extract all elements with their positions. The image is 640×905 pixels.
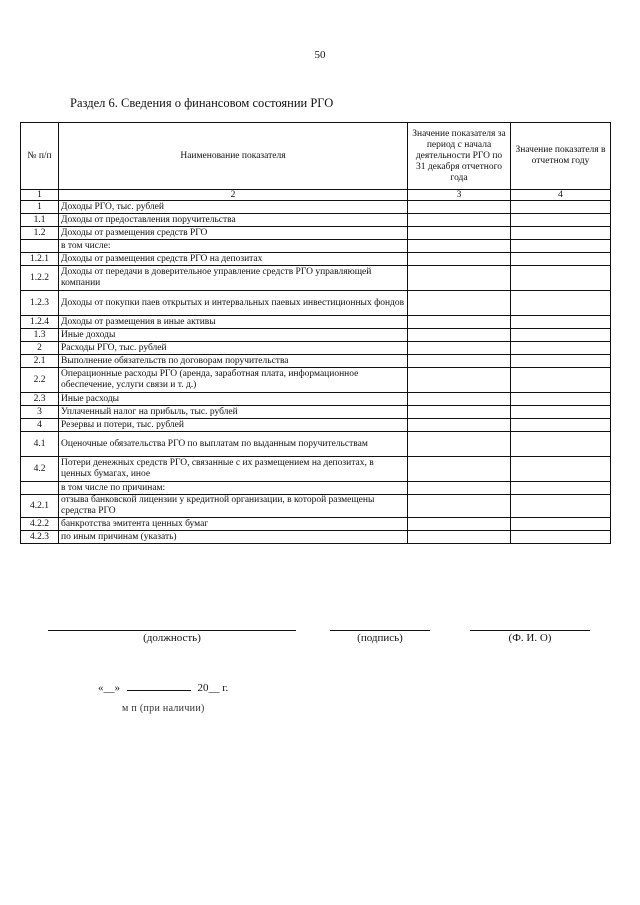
header-number: № п/п (21, 123, 59, 190)
value-cell[interactable] (408, 316, 511, 329)
column-number: 2 (59, 190, 408, 201)
value-cell[interactable] (511, 240, 611, 253)
position-signature-line[interactable] (48, 630, 296, 644)
table-row (21, 432, 611, 457)
value-cell[interactable] (408, 457, 511, 482)
financial-table (20, 122, 611, 544)
row-name: Иные доходы (59, 329, 408, 342)
row-number: 1.1 (21, 214, 59, 227)
row-name: Доходы от размещения в иные активы (59, 316, 408, 329)
signature-line[interactable] (330, 630, 430, 644)
value-cell[interactable] (511, 531, 611, 544)
row-name: Потери денежных средств РГО, связанные с их размещением на депозитах, в ценных бумагах, иное (59, 457, 408, 482)
table-row (21, 368, 611, 393)
row-name: Доходы от покупки паев открытых и интервальных паевых инвестиционных фондов (59, 291, 408, 316)
table-header-row (21, 123, 611, 190)
value-cell[interactable] (511, 316, 611, 329)
value-cell[interactable] (511, 291, 611, 316)
row-name: Доходы от размещения средств РГО на депозитах (59, 253, 408, 266)
value-cell[interactable] (511, 406, 611, 419)
date-year: 20__ г. (197, 682, 229, 694)
row-number: 2.2 (21, 368, 59, 393)
row-number: 1.3 (21, 329, 59, 342)
value-cell[interactable] (408, 342, 511, 355)
value-cell[interactable] (511, 368, 611, 393)
table-row (21, 291, 611, 316)
value-cell[interactable] (408, 482, 511, 495)
value-cell[interactable] (511, 266, 611, 291)
value-cell[interactable] (511, 201, 611, 214)
table-row (21, 482, 611, 495)
value-cell[interactable] (408, 406, 511, 419)
table-row (21, 201, 611, 214)
fio-signature-line[interactable] (470, 630, 590, 644)
value-cell[interactable] (511, 432, 611, 457)
row-number: 1.2.1 (21, 253, 59, 266)
row-name: в том числе: (59, 240, 408, 253)
row-name: банкротства эмитента ценных бумаг (59, 518, 408, 531)
value-cell[interactable] (511, 518, 611, 531)
value-cell[interactable] (511, 214, 611, 227)
value-cell[interactable] (408, 393, 511, 406)
value-cell[interactable] (511, 342, 611, 355)
row-name: Доходы от предоставления поручительства (59, 214, 408, 227)
column-number-row (21, 190, 611, 201)
row-number: 1.2.2 (21, 266, 59, 291)
table-row (21, 355, 611, 368)
table-row (21, 342, 611, 355)
value-cell[interactable] (408, 266, 511, 291)
row-number: 4.2.3 (21, 531, 59, 544)
value-cell[interactable] (408, 419, 511, 432)
row-number: 4 (21, 419, 59, 432)
value-cell[interactable] (408, 291, 511, 316)
table-row (21, 531, 611, 544)
value-cell[interactable] (408, 329, 511, 342)
fio-caption: (Ф. И. О) (508, 632, 552, 644)
value-cell[interactable] (408, 432, 511, 457)
row-number: 2.3 (21, 393, 59, 406)
value-cell[interactable] (408, 368, 511, 393)
row-name: Уплаченный налог на прибыль, тыс. рублей (59, 406, 408, 419)
value-cell[interactable] (511, 355, 611, 368)
row-number: 1.2 (21, 227, 59, 240)
value-cell[interactable] (408, 495, 511, 518)
row-number: 4.1 (21, 432, 59, 457)
row-name: Доходы от размещения средств РГО (59, 227, 408, 240)
stamp-note: м п (при наличии) (122, 703, 205, 714)
row-number: 1 (21, 201, 59, 214)
row-number: 4.2.1 (21, 495, 59, 518)
date-day: «__» (98, 682, 120, 694)
table-row (21, 406, 611, 419)
table-row (21, 227, 611, 240)
row-name: Доходы от передачи в доверительное управление средств РГО управляющей компании (59, 266, 408, 291)
table-row (21, 518, 611, 531)
row-name: Выполнение обязательств по договорам поручительства (59, 355, 408, 368)
value-cell[interactable] (511, 253, 611, 266)
table-row (21, 419, 611, 432)
row-name: отзыва банковской лицензии у кредитной организации, в которой размещены средства РГО (59, 495, 408, 518)
value-cell[interactable] (511, 393, 611, 406)
table-row (21, 457, 611, 482)
row-number: 2 (21, 342, 59, 355)
row-name: по иным причинам (указать) (59, 531, 408, 544)
row-number: 1.2.3 (21, 291, 59, 316)
row-name: Доходы РГО, тыс. рублей (59, 201, 408, 214)
row-number: 1.2.4 (21, 316, 59, 329)
section-title: Раздел 6. Сведения о финансовом состоянии РГО (70, 96, 334, 110)
date-month-blank[interactable] (127, 680, 191, 691)
row-name: Резервы и потери, тыс. рублей (59, 419, 408, 432)
table-row (21, 266, 611, 291)
table-row (21, 253, 611, 266)
row-name: Оценочные обязательства РГО по выплатам по выданным поручительствам (59, 432, 408, 457)
signature-caption: (подпись) (357, 632, 403, 644)
header-value-reporting-year: Значение показателя в отчетном году (511, 123, 611, 190)
value-cell[interactable] (511, 495, 611, 518)
row-number: 3 (21, 406, 59, 419)
value-cell[interactable] (408, 518, 511, 531)
row-name: Иные расходы (59, 393, 408, 406)
value-cell[interactable] (511, 482, 611, 495)
table-row (21, 214, 611, 227)
column-number: 3 (408, 190, 511, 201)
header-indicator-name: Наименование показателя (59, 123, 408, 190)
table-row (21, 240, 611, 253)
position-caption: (должность) (143, 632, 201, 644)
table-row (21, 495, 611, 518)
row-name: в том числе по причинам: (59, 482, 408, 495)
value-cell[interactable] (511, 329, 611, 342)
row-number (21, 482, 59, 495)
value-cell[interactable] (408, 531, 511, 544)
table-row (21, 393, 611, 406)
value-cell[interactable] (511, 419, 611, 432)
row-number: 4.2.2 (21, 518, 59, 531)
row-number: 4.2 (21, 457, 59, 482)
table-row (21, 316, 611, 329)
row-number: 2.1 (21, 355, 59, 368)
row-name: Расходы РГО, тыс. рублей (59, 342, 408, 355)
value-cell[interactable] (511, 227, 611, 240)
column-number: 1 (21, 190, 59, 201)
table-row (21, 329, 611, 342)
value-cell[interactable] (408, 214, 511, 227)
row-name: Операционные расходы РГО (аренда, заработная плата, информационное обеспечение, услуги связи и т. д.) (59, 368, 408, 393)
column-number: 4 (511, 190, 611, 201)
page-number: 50 (314, 49, 326, 61)
value-cell[interactable] (511, 457, 611, 482)
header-value-since-start: Значение показателя за период с начала деятельности РГО по 31 декабря отчетного года (408, 123, 511, 190)
row-number (21, 240, 59, 253)
value-cell[interactable] (408, 201, 511, 214)
date-line (98, 680, 228, 694)
value-cell[interactable] (408, 227, 511, 240)
value-cell[interactable] (408, 253, 511, 266)
value-cell[interactable] (408, 240, 511, 253)
value-cell[interactable] (408, 355, 511, 368)
